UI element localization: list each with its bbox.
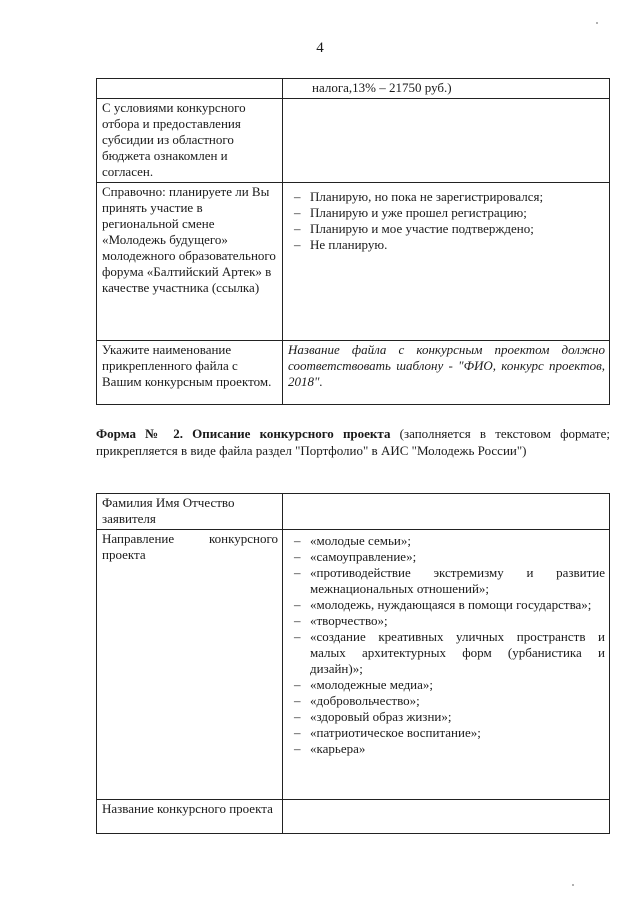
direction-item[interactable]: – «молодые семьи»; <box>288 533 605 549</box>
table-row <box>97 341 610 405</box>
agreement-label: С условиями конкурсного отбора и предоставления субсидии из областного бюджета ознакомлен и согласен. <box>97 99 283 183</box>
form2-heading <box>96 425 610 459</box>
form2-description: (заполняется в текстовом формате; прикрепляется в виде файла раздел "Портфолио" в АИС "Молодежь России") <box>96 426 610 458</box>
direction-item[interactable]: – «самоуправление»; <box>288 549 605 565</box>
option-item[interactable]: – Планирую, но пока не зарегистрировался; <box>288 189 605 205</box>
table-row <box>97 99 610 183</box>
table-row <box>97 800 610 834</box>
application-form-table <box>96 78 610 405</box>
form2-title: Форма № 2. Описание конкурсного проекта <box>96 426 391 441</box>
artek-options-list <box>288 189 605 253</box>
project-title-label: Название конкурсного проекта <box>97 800 283 834</box>
option-item[interactable]: – Планирую и мое участие подтверждено; <box>288 221 605 237</box>
project-description-table <box>96 493 610 834</box>
file-name-label: Укажите наименование прикрепленного файла с Вашим конкурсным проектом. <box>97 341 283 405</box>
table-cell-empty <box>97 79 283 99</box>
direction-item[interactable]: – «здоровый образ жизни»; <box>288 709 605 725</box>
artek-question-label: Справочно: планируете ли Вы принять участие в региональной смене «Молодежь будущего» молодежного образовательного форума «Балтийский Артек» в качестве участника (ссылка) <box>97 183 283 341</box>
applicant-name-cell[interactable] <box>283 494 610 530</box>
project-title-cell[interactable] <box>283 800 610 834</box>
scan-speck <box>572 884 574 886</box>
tax-note-tail: налога,13% – 21750 руб.) <box>312 80 452 95</box>
artek-options-cell <box>283 183 610 341</box>
agreement-answer-cell[interactable] <box>283 99 610 183</box>
table-row <box>97 183 610 341</box>
direction-item[interactable]: – «молодежные медиа»; <box>288 677 605 693</box>
direction-item[interactable]: – «создание креативных уличных пространств и малых архитектурных форм (урбанистика и дизайн)»; <box>288 629 605 677</box>
file-name-instruction: Название файла с конкурсным проектом должно соответствовать шаблону - "ФИО, конкурс проектов, 2018". <box>283 341 610 405</box>
project-direction-label: Направление конкурсного проекта <box>97 530 283 800</box>
table-row <box>97 494 610 530</box>
page-number: 4 <box>316 40 324 56</box>
table-cell <box>283 79 610 99</box>
project-directions-list <box>288 533 605 757</box>
scan-speck <box>596 22 598 24</box>
applicant-name-label: Фамилия Имя Отчество заявителя <box>97 494 283 530</box>
direction-item[interactable]: – «добровольчество»; <box>288 693 605 709</box>
table-row <box>97 79 610 99</box>
direction-item[interactable]: – «молодежь, нуждающаяся в помощи государства»; <box>288 597 605 613</box>
direction-item[interactable]: – «карьера» <box>288 741 605 757</box>
option-item[interactable]: – Не планирую. <box>288 237 605 253</box>
direction-item[interactable]: – «творчество»; <box>288 613 605 629</box>
project-directions-cell <box>283 530 610 800</box>
direction-item[interactable]: – «противодействие экстремизму и развитие межнациональных отношений»; <box>288 565 605 597</box>
table-row <box>97 530 610 800</box>
direction-item[interactable]: – «патриотическое воспитание»; <box>288 725 605 741</box>
option-item[interactable]: – Планирую и уже прошел регистрацию; <box>288 205 605 221</box>
